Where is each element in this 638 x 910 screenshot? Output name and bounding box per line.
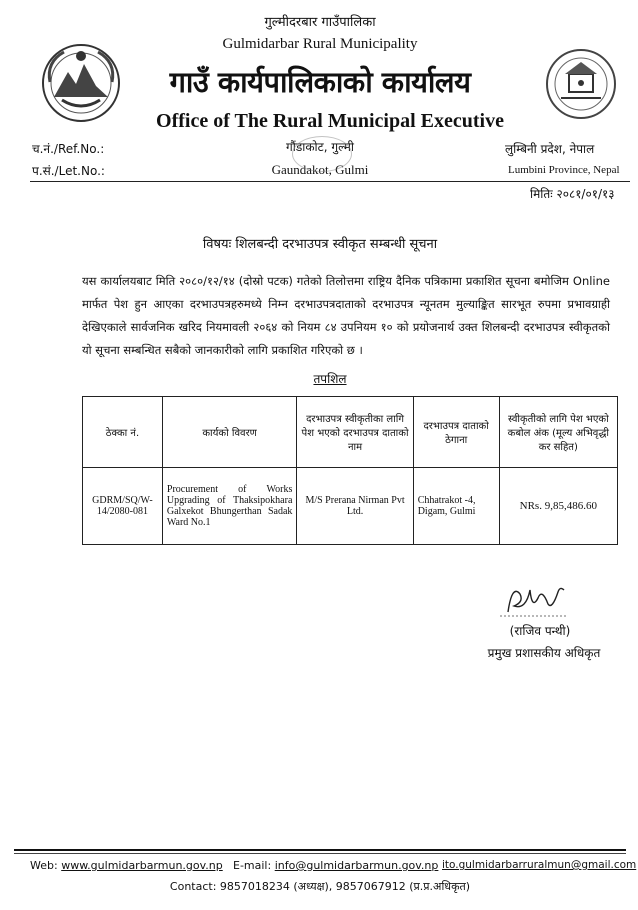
signatory-name: (राजिव पन्थी) (509, 624, 571, 638)
footer-divider (14, 849, 626, 851)
english-location: Gaundakot, Gulmi (271, 162, 369, 177)
nepal-emblem-icon (40, 42, 122, 124)
english-municipality-name: Gulmidarbar Rural Municipality (222, 36, 418, 52)
english-province: Lumbini Province, Nepal (508, 164, 620, 176)
web-label: Web: (30, 859, 58, 872)
header-bidder-address: दरभाउपत्र दाताको ठेगाना (413, 397, 499, 468)
email-link-2[interactable]: ito.gulmidarbarruralmun@gmail.com (442, 859, 637, 871)
cell-work-description: Procurement of Works Upgrading of Thaksipokhara Galxekot Bhungerthan Sadak Ward No.1 (162, 468, 297, 545)
header-contract-no: ठेक्का नं. (83, 397, 163, 468)
handwritten-signature (500, 580, 570, 620)
notice-subject: विषयः शिलबन्दी दरभाउपत्र स्वीकृत सम्बन्धी सूचना (202, 237, 438, 252)
notice-body: यस कार्यालयबाट मिति २०८०/१२/१४ (दोस्रो पटक) गतेको तिलोत्तमा राष्ट्रिय दैनिक पत्रिकामा प्रकाशित सूचना बमोजिम Online मार्फत पेश हुन आएका दरभाउपत्रहरुमध्ये निम्न दरभाउपत्रदाताको दरभाउपत्र न्यूनतम मुल्याङ्कित सारभूत रुपमा प्रभावग्राही देखिएकाले सार्वजनिक खरिद नियमावली २०६४ को नियम ८४ उपनियम १० को प्रयोजनार्थ उक्त शिलबन्दी दरभाउपत्र स्वीकृतको यो सूचना सम्बन्धित सबैको जानकारीको लागि प्रकाशित गरिएको छ । (82, 274, 610, 357)
header-divider (30, 181, 630, 182)
footer-email (233, 859, 438, 872)
footer-email-2 (442, 859, 636, 871)
table-row (83, 468, 618, 545)
lumbini-province-emblem-icon (545, 48, 617, 120)
ref-no-label: च.नं./Ref.No.: (32, 142, 105, 156)
footer-contact: Contact: 9857018234 (अध्यक्ष), 9857067912 (प्र.प्र.अधिकृत) (169, 880, 471, 893)
header-work-description: कार्यको विवरण (162, 397, 297, 468)
website-link[interactable]: www.gulmidarbarmun.gov.np (61, 859, 223, 872)
nepali-location: गौंडाकोट, गुल्मी (285, 140, 355, 154)
details-table (82, 396, 618, 545)
document-date: मितिः २०८१/०१/१३ (530, 187, 615, 201)
tapashil-heading: तपशिल (313, 372, 347, 386)
nepali-office-title: गाउँ कार्यपालिकाको कार्यालय (169, 65, 471, 99)
cell-bidder-address: Chhatrakot -4, Digam, Gulmi (413, 468, 499, 545)
header-bidder-name: दरभाउपत्र स्वीकृतीका लागि पेश भएको दरभाउपत्र दाताको नाम (297, 397, 413, 468)
cell-bid-amount: NRs. 9,85,486.60 (499, 468, 617, 545)
signatory-designation: प्रमुख प्रशासकीय अधिकृत (487, 646, 601, 660)
cell-contract-no: GDRM/SQ/W-14/2080-081 (83, 468, 163, 545)
footer-divider-thin (14, 853, 626, 854)
nepali-province: लुम्बिनी प्रदेश, नेपाल (505, 142, 595, 156)
footer-web (30, 859, 223, 872)
email-label: E-mail: (233, 859, 272, 872)
english-office-title: Office of The Rural Municipal Executive (156, 110, 504, 132)
nepali-municipality-name: गुल्मीदरबार गाउँपालिका (264, 15, 376, 30)
office-stamp (292, 136, 352, 172)
table-header-row (83, 397, 618, 468)
email-link[interactable]: info@gulmidarbarmun.gov.np (274, 859, 439, 872)
let-no-label: प.सं./Let.No.: (32, 164, 105, 178)
header-bid-amount: स्वीकृतीको लागि पेश भएको कबोल अंक (मूल्य अभिवृद्धी कर सहित) (499, 397, 617, 468)
cell-bidder-name: M/S Prerana Nirman Pvt Ltd. (297, 468, 413, 545)
